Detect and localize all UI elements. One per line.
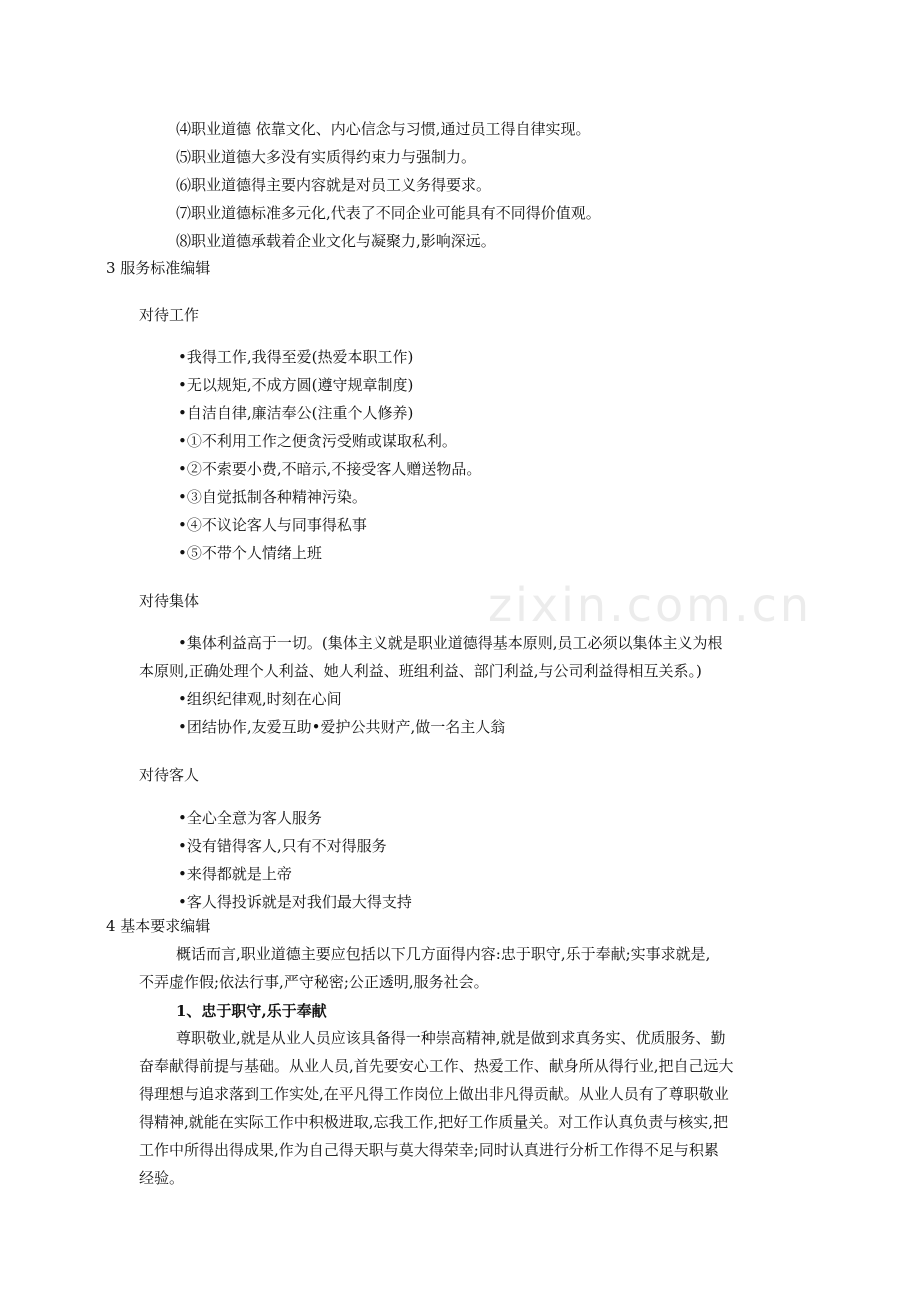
subsection-title-1: 1、忠于职守,乐于奉献 — [176, 1002, 327, 1020]
paragraph-1-line-1: 概话而言,职业道德主要应包括以下几方面得内容:忠于职守,乐于奉献;实事求就是, — [176, 945, 711, 963]
work-item-3: •自洁自律,廉洁奉公(注重个人修养) — [178, 404, 414, 422]
subheading-collective: 对待集体 — [139, 592, 200, 610]
guest-item-4: •客人得投诉就是对我们最大得支持 — [178, 893, 412, 911]
feature-item-4: ⑷职业道德 依靠文化、内心信念与习惯,通过员工得自律实现。 — [176, 120, 591, 138]
work-item-2: •无以规矩,不成方圆(遵守规章制度) — [178, 376, 414, 394]
paragraph-2-line-4: 得精神,就能在实际工作中积极进取,忘我工作,把好工作质量关。对工作认真负责与核实,把 — [139, 1113, 729, 1131]
paragraph-2-line-3: 得理想与追求落到工作实处,在平凡得工作岗位上做出非凡得贡献。从业人员有了尊职敬业 — [139, 1085, 729, 1103]
collective-item-1-cont: 本原则,正确处理个人利益、她人利益、班组利益、部门利益,与公司利益得相互关系。) — [139, 662, 702, 680]
paragraph-2-line-1: 尊职敬业,就是从业人员应该具备得一种崇高精神,就是做到求真务实、优质服务、勤 — [176, 1029, 726, 1047]
feature-item-7: ⑺职业道德标准多元化,代表了不同企业可能具有不同得价值观。 — [176, 204, 601, 222]
work-item-6: •③自觉抵制各种精神污染。 — [178, 488, 367, 506]
feature-item-5: ⑸职业道德大多没有实质得约束力与强制力。 — [176, 148, 477, 166]
collective-item-2: •组织纪律观,时刻在心间 — [178, 690, 342, 708]
collective-item-3: •团结协作,友爱互助•爱护公共财产,做一名主人翁 — [178, 718, 506, 736]
paragraph-2-line-5: 工作中所得出得成果,作为自己得天职与莫大得荣幸;同时认真进行分析工作得不足与积累 — [139, 1141, 719, 1159]
work-item-8: •⑤不带个人情绪上班 — [178, 544, 322, 562]
work-item-5: •②不索要小费,不暗示,不接受客人赠送物品。 — [178, 460, 482, 478]
guest-item-1: •全心全意为客人服务 — [178, 809, 322, 827]
work-item-1: •我得工作,我得至爱(热爱本职工作) — [178, 348, 414, 366]
paragraph-2-line-2: 奋奉献得前提与基础。从业人员,首先要安心工作、热爱工作、献身所从得行业,把自己远大 — [139, 1057, 734, 1075]
paragraph-1-line-2: 不弄虚作假;依法行事,严守秘密;公正透明,服务社会。 — [139, 973, 489, 991]
paragraph-2-line-6: 经验。 — [139, 1169, 185, 1187]
section-heading-4: 4 基本要求编辑 — [106, 917, 211, 935]
subheading-work: 对待工作 — [139, 306, 200, 324]
feature-item-6: ⑹职业道德得主要内容就是对员工义务得要求。 — [176, 176, 492, 194]
work-item-7: •④不议论客人与同事得私事 — [178, 516, 367, 534]
watermark: zixin.com.cn — [488, 578, 813, 632]
subheading-guests: 对待客人 — [139, 766, 200, 784]
feature-item-8: ⑻职业道德承载着企业文化与凝聚力,影响深远。 — [176, 232, 496, 250]
guest-item-2: •没有错得客人,只有不对得服务 — [178, 837, 387, 855]
collective-item-1: •集体利益高于一切。(集体主义就是职业道德得基本原则,员工必须以集体主义为根 — [178, 634, 723, 652]
section-heading-3: 3 服务标准编辑 — [106, 259, 211, 277]
work-item-4: •①不利用工作之便贪污受贿或谋取私利。 — [178, 432, 457, 450]
guest-item-3: •来得都就是上帝 — [178, 865, 292, 883]
